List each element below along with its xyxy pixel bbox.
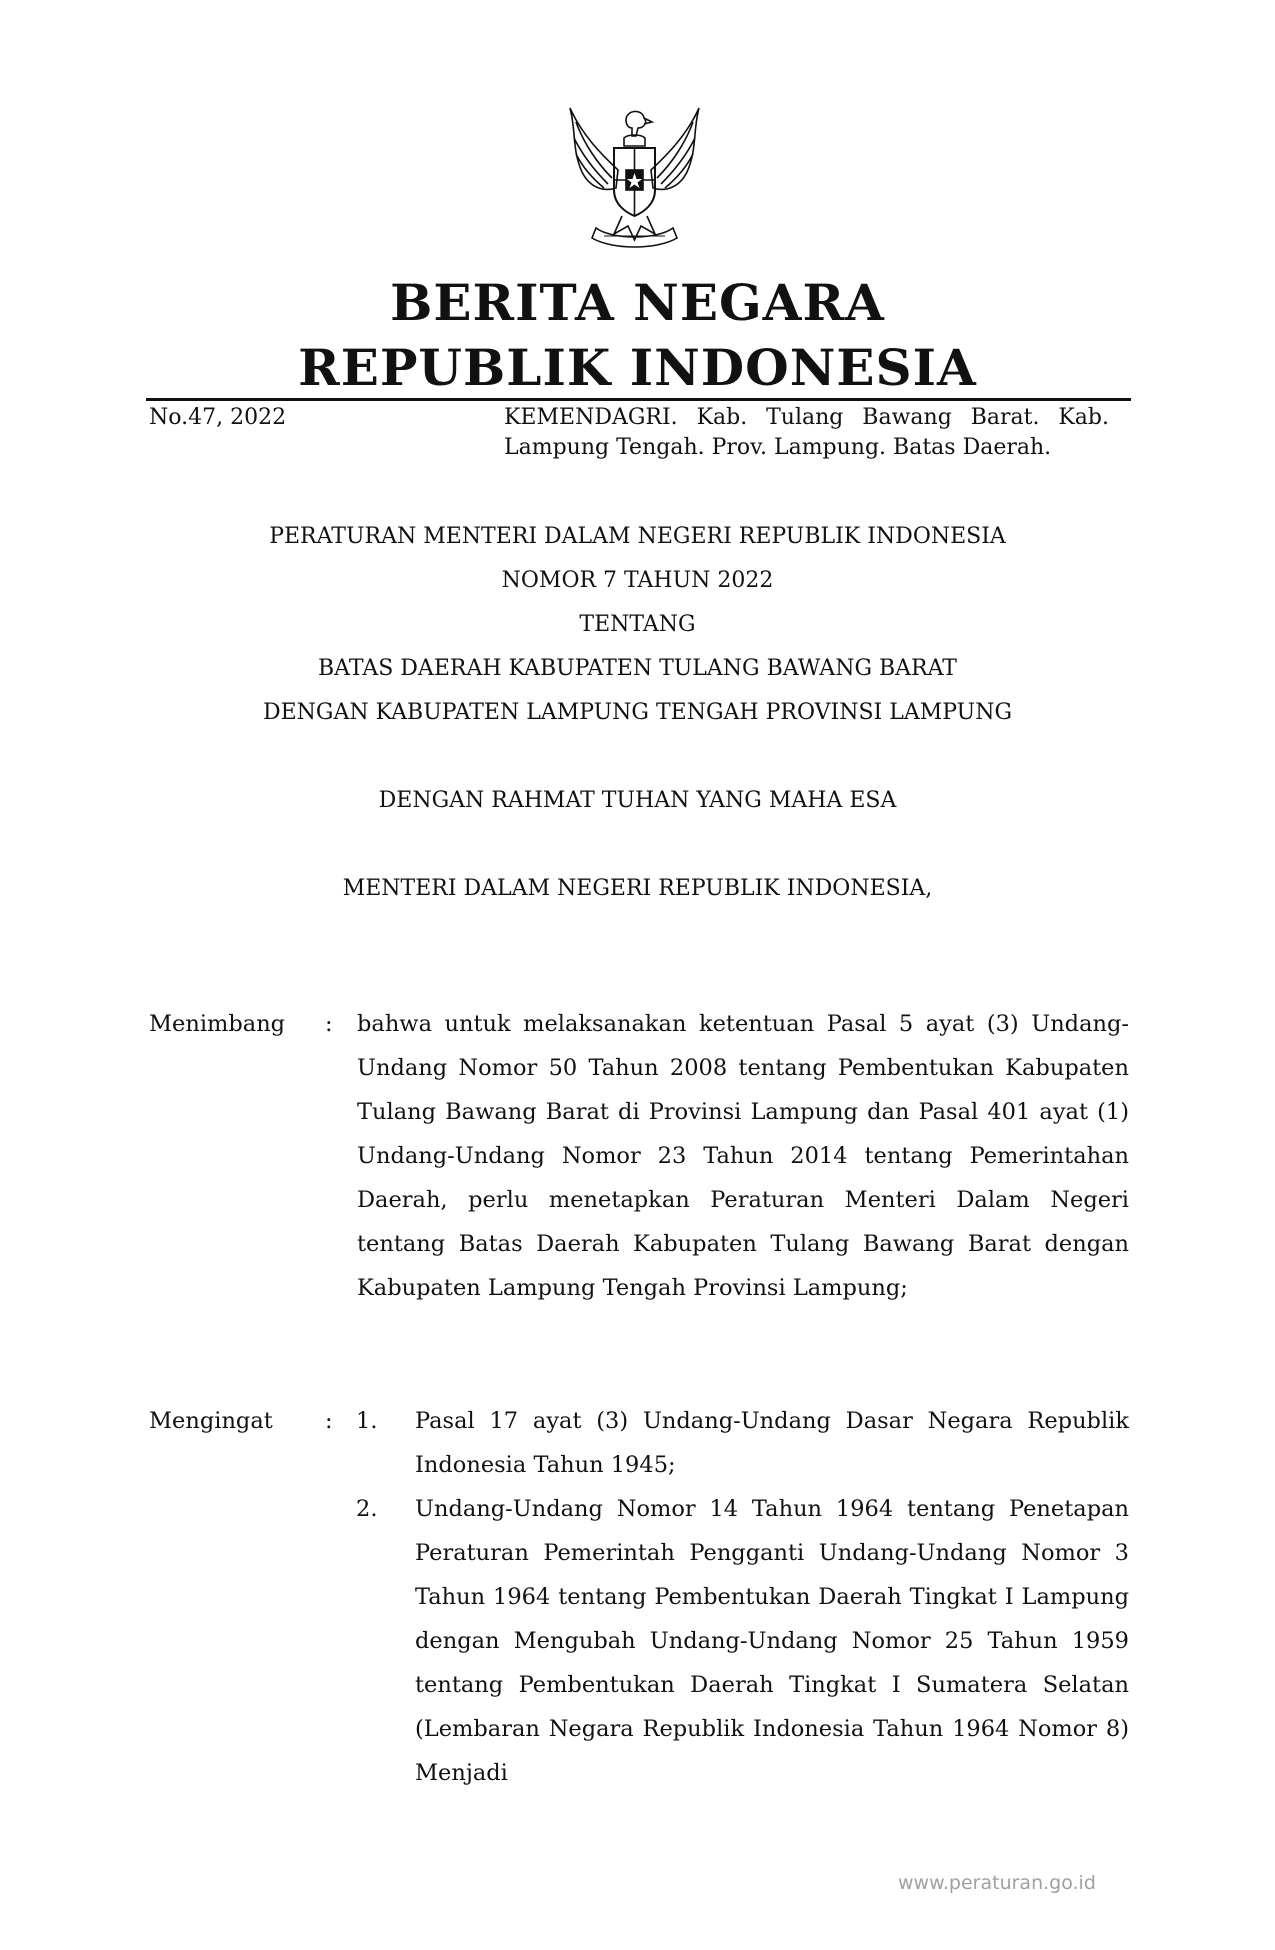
mengingat-colon: : bbox=[325, 1408, 333, 1434]
regulation-number: NOMOR 7 TAHUN 2022 bbox=[501, 568, 774, 593]
masthead-title-line1: BERITA NEGARA bbox=[390, 273, 885, 332]
regulation-title-line1: PERATURAN MENTERI DALAM NEGERI REPUBLIK INDONESIA bbox=[269, 524, 1006, 549]
gazette-number: No.47, 2022 bbox=[149, 405, 287, 430]
masthead-divider bbox=[146, 398, 1131, 401]
regulation-subject-line2: DENGAN KABUPATEN LAMPUNG TENGAH PROVINSI LAMPUNG bbox=[262, 700, 1013, 725]
gazette-subject: KEMENDAGRI. Kab. Tulang Bawang Barat. Kab. Lampung Tengah. Prov. Lampung. Batas Daerah. bbox=[504, 405, 1109, 460]
mengingat-item-text: Undang-Undang Nomor 14 Tahun 1964 tentang Penetapan Peraturan Pemerintah Pengganti Undang-Undang Nomor 3 Tahun 1964 tentang Pembentukan Daerah Tingkat I Lampung dengan Mengubah Undang-Undang Nomor 25 Tahun 1959 tentang Pembentukan Daerah Tingkat I Sumatera Selatan (Lembaran Negara Republik Indonesia Tahun 1964 Nomor 8) Menjadi bbox=[415, 1496, 1129, 1786]
garuda-emblem-icon bbox=[552, 100, 717, 250]
menimbang-label: Menimbang bbox=[149, 1011, 286, 1037]
regulation-tentang: TENTANG bbox=[579, 612, 696, 637]
regulation-subject-line1: BATAS DAERAH KABUPATEN TULANG BAWANG BARAT bbox=[318, 656, 957, 681]
footer-url: www.peraturan.go.id bbox=[898, 1872, 1096, 1894]
masthead-title-line2: REPUBLIK INDONESIA bbox=[298, 338, 977, 397]
menimbang-colon: : bbox=[325, 1011, 333, 1037]
mengingat-item-number: 2. bbox=[356, 1496, 378, 1522]
mengingat-item-number: 1. bbox=[356, 1408, 378, 1434]
mengingat-label: Mengingat bbox=[149, 1408, 273, 1434]
mengingat-item-text: Pasal 17 ayat (3) Undang-Undang Dasar Negara Republik Indonesia Tahun 1945; bbox=[415, 1408, 1129, 1478]
issuer: MENTERI DALAM NEGERI REPUBLIK INDONESIA, bbox=[342, 876, 933, 901]
menimbang-text: bahwa untuk melaksanakan ketentuan Pasal 5 ayat (3) Undang-Undang Nomor 50 Tahun 2008 tentang Pembentukan Kabupaten Tulang Bawang Barat di Provinsi Lampung dan Pasal 401 ayat (1) Undang-Undang Nomor 23 Tahun 2014 tentang Pemerintahan Daerah, perlu menetapkan Peraturan Menteri Dalam Negeri tentang Batas Daerah Kabupaten Tulang Bawang Barat dengan Kabupaten Lampung Tengah Provinsi Lampung; bbox=[357, 1011, 1129, 1301]
preamble: DENGAN RAHMAT TUHAN YANG MAHA ESA bbox=[378, 788, 897, 813]
